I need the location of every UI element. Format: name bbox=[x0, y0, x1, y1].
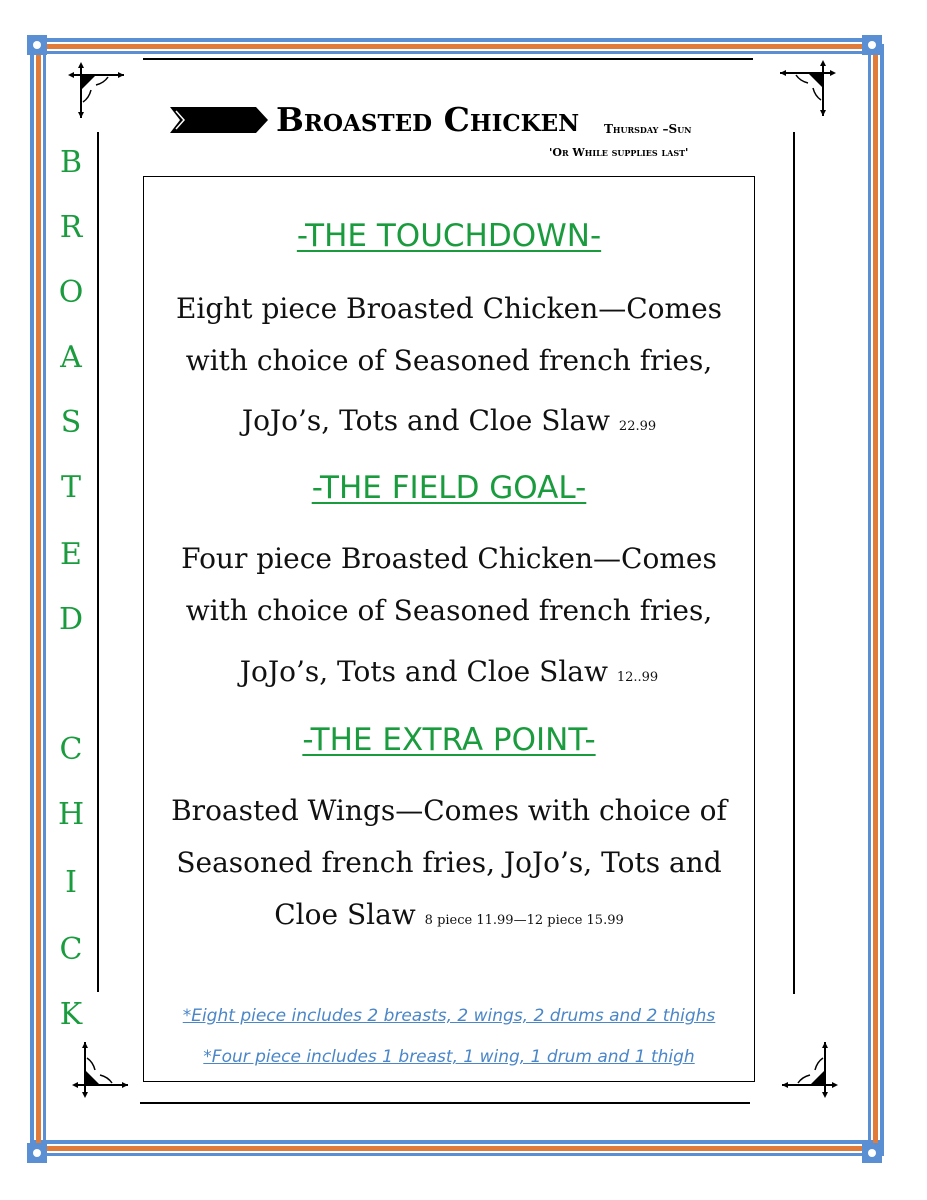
section-desc-line: with choice of Seasoned french fries, bbox=[185, 344, 713, 377]
side-letter: B bbox=[59, 145, 83, 180]
side-letter: K bbox=[59, 997, 83, 1032]
frame-corner-bottom-right bbox=[862, 1143, 882, 1163]
frame-right-orange bbox=[873, 44, 878, 1156]
bottom-rule bbox=[140, 1102, 750, 1104]
frame-bottom-blue bbox=[30, 1140, 882, 1144]
side-letter: T bbox=[60, 470, 81, 505]
side-letter: E bbox=[60, 537, 82, 572]
section-desc-line bbox=[143, 898, 755, 931]
menu-title: Broasted Chicken bbox=[276, 100, 580, 139]
four-piece-note: *Four piece includes 1 breast, 1 wing, 1 drum and 1 thigh bbox=[203, 1047, 695, 1067]
section-desc-line: Seasoned french fries, JoJo’s, Tots and bbox=[176, 846, 722, 879]
top-rule bbox=[143, 58, 753, 60]
side-letter: R bbox=[59, 210, 83, 245]
frame-top-orange bbox=[30, 44, 882, 49]
eight-piece-note: *Eight piece includes 2 breasts, 2 wings, 2 drums and 2 thighs bbox=[182, 1006, 716, 1026]
flourish-ornament-icon bbox=[70, 1040, 130, 1100]
side-letter: D bbox=[58, 602, 84, 637]
supplies-note: 'Or While supplies last' bbox=[549, 146, 689, 159]
flourish-ornament-icon bbox=[780, 1040, 840, 1100]
side-letter: S bbox=[60, 405, 82, 440]
section-title-extra-point: -THE EXTRA POINT- bbox=[302, 722, 596, 758]
section-desc-line bbox=[143, 404, 755, 437]
section-desc-line: Four piece Broasted Chicken—Comes bbox=[181, 542, 717, 575]
flourish-ornament-icon bbox=[66, 60, 126, 120]
section-desc-line: Eight piece Broasted Chicken—Comes bbox=[175, 292, 723, 325]
section-desc-line bbox=[143, 655, 755, 688]
section-desc-line: Broasted Wings—Comes with choice of bbox=[171, 794, 727, 827]
arrow-banner-icon bbox=[170, 107, 268, 133]
frame-left-blue-inner bbox=[43, 44, 46, 1156]
frame-right-blue bbox=[880, 44, 884, 1156]
frame-bottom-blue-inner bbox=[30, 1153, 882, 1156]
side-letter: O bbox=[58, 275, 84, 310]
section-price: 12..99 bbox=[616, 670, 659, 685]
section-price: 8 piece 11.99—12 piece 15.99 bbox=[424, 913, 624, 928]
menu-days: Thursday –Sun bbox=[604, 122, 692, 136]
section-price: 22.99 bbox=[618, 419, 657, 434]
section-desc-text: JoJo’s, Tots and Cloe Slaw bbox=[241, 404, 611, 437]
side-letter: I bbox=[65, 865, 77, 900]
frame-right-blue-inner bbox=[868, 44, 871, 1156]
side-letter: A bbox=[60, 340, 82, 375]
frame-corner-top-left bbox=[27, 35, 47, 55]
section-desc-text: Cloe Slaw bbox=[274, 898, 416, 931]
section-desc-text: JoJo’s, Tots and Cloe Slaw bbox=[239, 655, 608, 688]
frame-top-blue bbox=[30, 38, 882, 42]
right-rule bbox=[793, 132, 795, 994]
section-title-field-goal: -THE FIELD GOAL- bbox=[311, 470, 587, 506]
section-desc-line: with choice of Seasoned french fries, bbox=[185, 594, 713, 627]
side-letter: C bbox=[59, 932, 83, 967]
flourish-ornament-icon bbox=[778, 58, 838, 118]
section-title-touchdown: -THE TOUCHDOWN- bbox=[296, 218, 602, 254]
frame-corner-top-right bbox=[862, 35, 882, 55]
frame-corner-bottom-left bbox=[27, 1143, 47, 1163]
frame-left-blue bbox=[30, 44, 34, 1156]
frame-bottom-orange bbox=[30, 1146, 882, 1151]
side-letter: C bbox=[59, 732, 83, 767]
frame-left-orange bbox=[36, 44, 41, 1156]
side-letter: H bbox=[58, 797, 85, 832]
left-rule bbox=[97, 132, 99, 992]
frame-top-blue-inner bbox=[30, 51, 882, 54]
